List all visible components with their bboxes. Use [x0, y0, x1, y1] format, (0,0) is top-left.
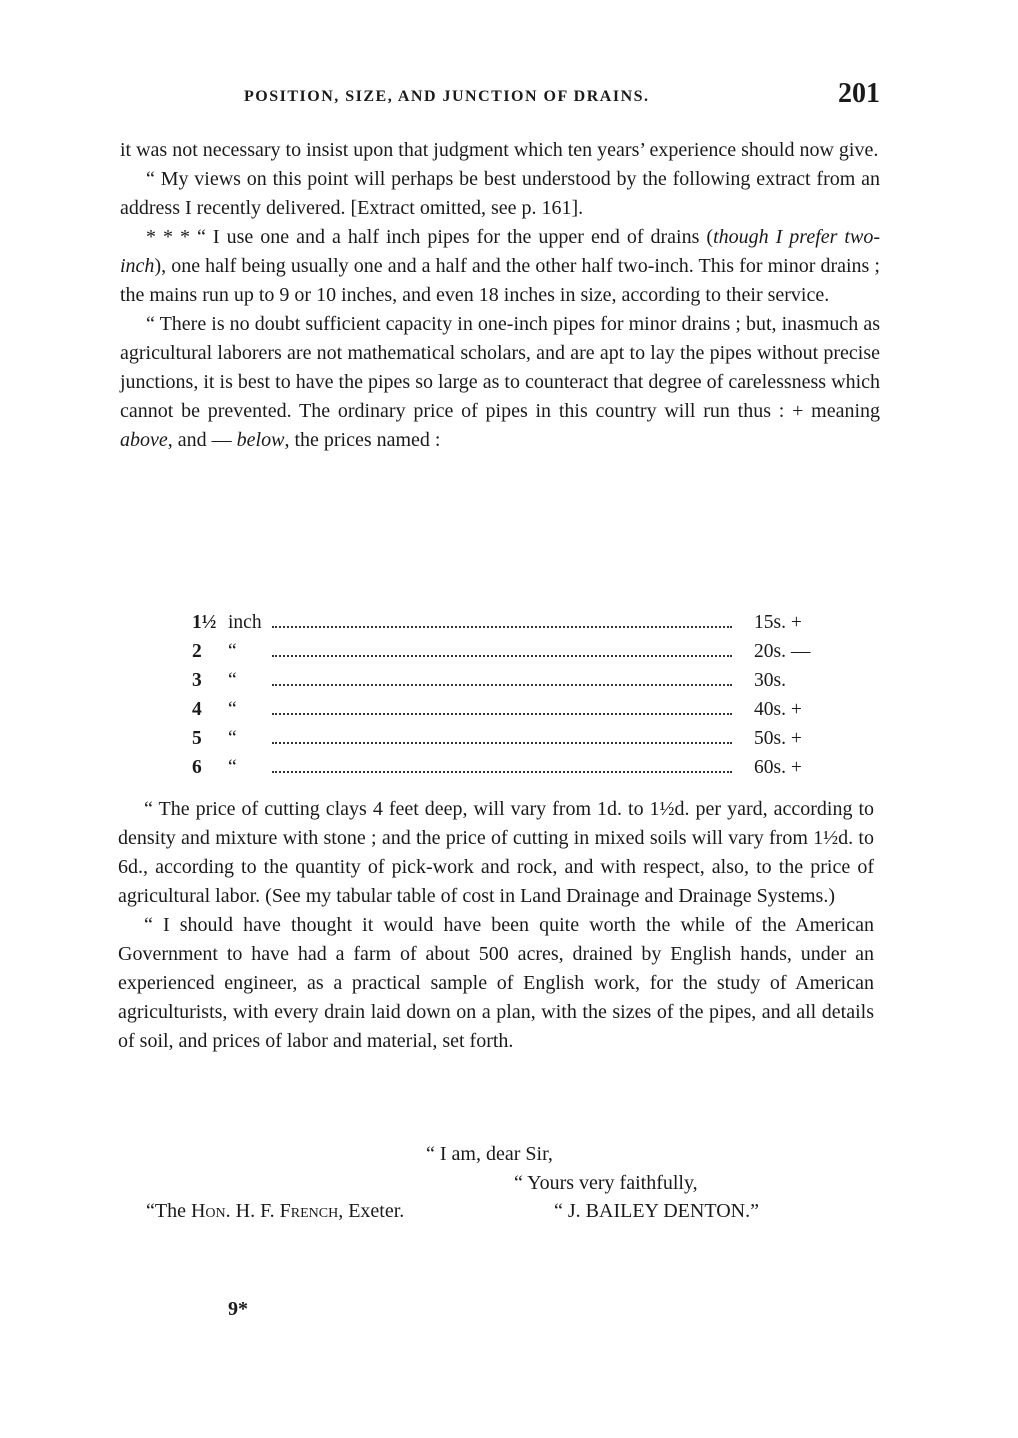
body-text-lower — [118, 795, 874, 1056]
paragraph-views: “ My views on this point will perhaps be best understood by the following extract from an address I recently delivered. [Extract omitted, see p. 161]. — [120, 168, 880, 219]
pipe-size: 3 — [192, 670, 202, 691]
pipe-unit: “ — [228, 641, 237, 662]
pipe-price: 60s. + — [754, 757, 802, 778]
pipe-unit: inch — [228, 612, 262, 633]
pipe-price-table — [192, 612, 832, 786]
pipe-size: 1½ — [192, 612, 217, 633]
body-text-upper — [120, 136, 880, 455]
pipe-unit: “ — [228, 757, 237, 778]
pipe-price: 30s. — [754, 670, 786, 691]
page-header — [120, 78, 880, 118]
pipes-text-italic: though I prefer two-inch — [120, 226, 880, 277]
addressee-suffix: , Exeter. — [338, 1200, 405, 1222]
capacity-above: above — [120, 429, 168, 451]
pipes-text-b: ), one half being usually one and a half and the other half two-inch. This for minor drains ; the mains run up to 9 or 10 inches, and even 18 inches in size, according to their service. — [120, 255, 880, 306]
pipe-price: 20s. — — [754, 641, 811, 662]
table-row — [192, 728, 832, 757]
addressee-name: Hon. H. F. French — [190, 1200, 339, 1222]
dot-leader — [272, 684, 732, 686]
pipe-size: 6 — [192, 757, 202, 778]
pipe-size: 4 — [192, 699, 202, 720]
running-title: POSITION, SIZE, AND JUNCTION OF DRAINS. — [244, 88, 650, 105]
paragraph-continuation: it was not necessary to insist upon that judgment which ten years’ experience should now give. — [120, 139, 879, 161]
closing-valediction: “ Yours very faithfully, — [514, 1172, 698, 1194]
table-row — [192, 612, 832, 641]
page-number: 201 — [838, 78, 880, 109]
dot-leader — [272, 626, 732, 628]
pipes-text-a: * * * “ I use one and a half inch pipes for the upper end of drains ( — [146, 226, 714, 248]
pipe-price: 40s. + — [754, 699, 802, 720]
pipe-unit: “ — [228, 699, 237, 720]
addressee — [146, 1200, 404, 1223]
pipe-price: 15s. + — [754, 612, 802, 633]
table-row — [192, 670, 832, 699]
paragraph-capacity — [120, 310, 880, 455]
addressee-prefix: “The — [146, 1200, 191, 1222]
pipe-size: 5 — [192, 728, 202, 749]
capacity-text-end: , the prices named : — [284, 429, 441, 451]
pipe-unit: “ — [228, 670, 237, 691]
paragraph-government: “ I should have thought it would have been quite worth the while of the American Government to have had a farm of about 500 acres, drained by English hands, under an experienced engineer, as a practical sample of English work, for the study of American agriculturists, with every drain laid down on a plan, with the sizes of the pipes, and all details of soil, and prices of labor and material, set forth. — [118, 914, 874, 1052]
table-row — [192, 757, 832, 786]
printer-signature-mark: 9* — [228, 1298, 248, 1320]
pipe-unit: “ — [228, 728, 237, 749]
pipe-price: 50s. + — [754, 728, 802, 749]
capacity-text-mid: , and — — [167, 429, 237, 451]
dot-leader — [272, 655, 732, 657]
dot-leader — [272, 771, 732, 773]
capacity-text-a: “ There is no doubt sufficient capacity in one-inch pipes for minor drains ; but, inasmuch as agricultural laborers are not mathematical scholars, and are apt to lay the pipes without precise junctions, it is best to have the pipes so large as to counteract that degree of carelessness which cannot be prevented. The ordinary price of pipes in this country will run thus : + meaning — [120, 313, 880, 422]
table-row — [192, 641, 832, 670]
paragraph-cutting-price: “ The price of cutting clays 4 feet deep, will vary from 1d. to 1½d. per yard, according to density and mixture with stone ; and the price of cutting in mixed soils will vary from 1½d. to 6d., according to the quantity of pick-work and rock, and with respect, also, to the price of agricultural labor. (See my tabular table of cost in Land Drainage and Drainage Systems.) — [118, 798, 874, 907]
capacity-below: below — [236, 429, 285, 451]
table-row — [192, 699, 832, 728]
dot-leader — [272, 742, 732, 744]
signature: “ J. BAILEY DENTON.” — [554, 1200, 759, 1222]
closing-salutation: “ I am, dear Sir, — [426, 1143, 553, 1165]
dot-leader — [272, 713, 732, 715]
paragraph-pipes — [120, 223, 880, 310]
pipe-size: 2 — [192, 641, 202, 662]
